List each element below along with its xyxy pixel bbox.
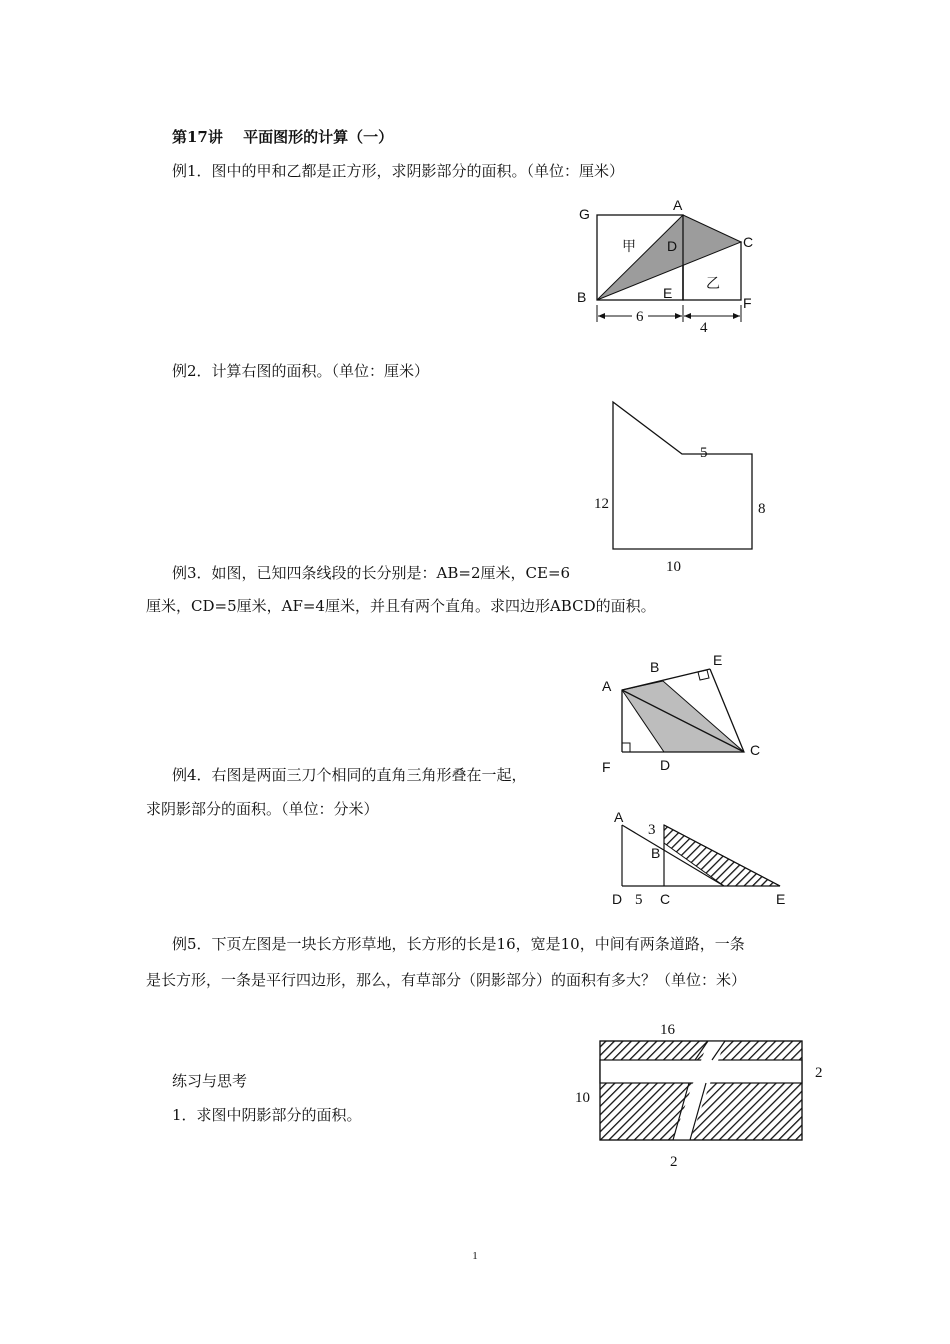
label-C: C (660, 891, 671, 907)
label-2-right: 2 (815, 1065, 823, 1081)
label-jia: 甲 (622, 238, 636, 254)
example-2-text: 例2．计算右图的面积。（单位：厘米） (172, 362, 430, 380)
example-4-text-line2: 求阴影部分的面积。（单位：分米） (146, 800, 379, 818)
figure-example-1 (570, 195, 770, 340)
label-G: G (579, 206, 590, 222)
figure-example-5 (570, 1015, 830, 1175)
practice-item-1: 1．求图中阴影部分的面积。 (172, 1106, 362, 1124)
example-1-text: 例1．图中的甲和乙都是正方形，求阴影部分的面积。（单位：厘米） (172, 162, 625, 180)
label-yi: 乙 (706, 275, 720, 291)
figure-example-4 (605, 805, 795, 910)
label-12: 12 (594, 496, 609, 512)
label-F: F (743, 295, 752, 311)
practice-heading: 练习与思考 (172, 1072, 248, 1090)
label-D: D (660, 757, 671, 773)
figure-example-3 (595, 648, 770, 778)
label-2-bottom: 2 (670, 1154, 678, 1170)
label-C: C (750, 742, 761, 758)
label-10: 10 (575, 1090, 590, 1106)
label-B: B (651, 845, 661, 861)
label-3: 3 (648, 822, 656, 838)
label-A: A (673, 197, 683, 213)
label-16: 16 (660, 1022, 675, 1038)
label-B: B (577, 289, 587, 305)
label-E: E (776, 891, 786, 907)
label-E: E (663, 285, 673, 301)
example-3-text-line1: 例3．如图，已知四条线段的长分别是：AB=2厘米，CE=6 (172, 564, 571, 582)
label-5: 5 (635, 892, 643, 908)
dim-6: 6 (636, 309, 644, 325)
label-5: 5 (700, 445, 708, 461)
example-5-text-line2: 是长方形，一条是平行四边形，那么，有草部分（阴影部分）的面积有多大？（单位：米） (146, 971, 747, 989)
label-10: 10 (666, 559, 681, 575)
dim-4: 4 (700, 320, 708, 336)
label-E: E (713, 652, 723, 668)
example-5-text-line1: 例5．下页左图是一块长方形草地，长方形的长是16，宽是10，中间有两条道路，一条 (172, 935, 745, 953)
label-8: 8 (758, 501, 766, 517)
label-A: A (614, 809, 624, 825)
figure-example-2 (590, 395, 770, 580)
label-C: C (743, 234, 754, 250)
label-A: A (602, 678, 612, 694)
label-F: F (602, 759, 611, 775)
example-3-text-line2: 厘米，CD=5厘米，AF=4厘米，并且有两个直角。求四边形ABCD的面积。 (146, 597, 656, 615)
page-number: 1 (472, 1250, 478, 1262)
label-D: D (667, 238, 678, 254)
label-D: D (612, 891, 623, 907)
example-4-text-line1: 例4．右图是两面三刀个相同的直角三角形叠在一起， (172, 766, 527, 784)
lesson-title: 第17讲 平面图形的计算（一） (172, 128, 394, 146)
label-B: B (650, 659, 660, 675)
